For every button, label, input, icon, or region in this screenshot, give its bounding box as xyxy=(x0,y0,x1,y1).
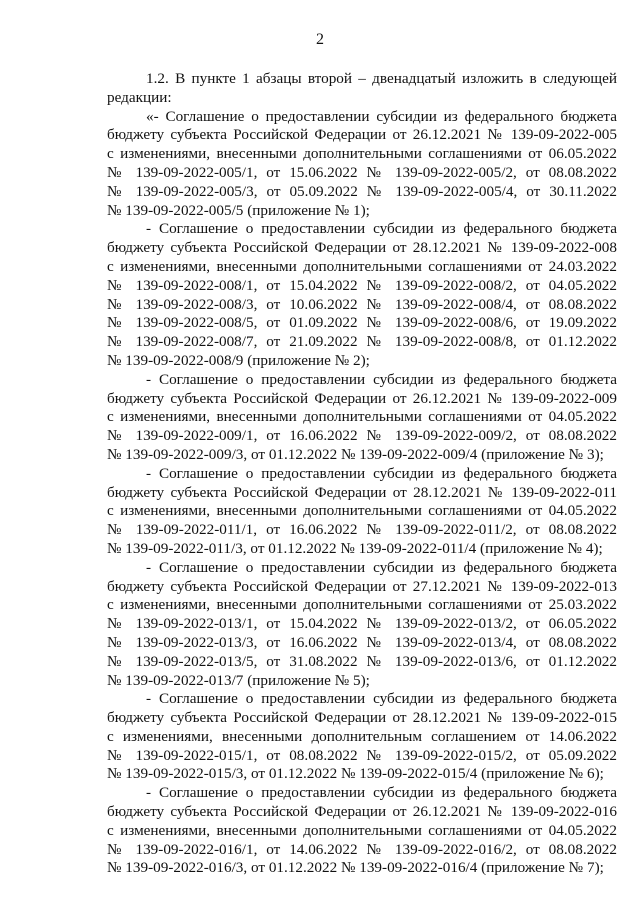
document-body xyxy=(107,70,617,878)
text-line: с изменениями, внесенными дополнительными соглашениями от 24.03.2022 xyxy=(107,257,617,275)
text-line: № 139-09-2022-005/3, от 05.09.2022 № 139-09-2022-005/4, от 30.11.2022 xyxy=(107,182,617,200)
text-line: с изменениями, внесенными дополнительным соглашением от 14.06.2022 xyxy=(107,727,617,745)
text-line: № 139-09-2022-011/3, от 01.12.2022 № 139-09-2022-011/4 (приложение № 4); xyxy=(107,539,603,557)
agreement-paragraph xyxy=(107,784,617,878)
text-line: бюджету субъекта Российской Федерации от 26.12.2021 № 139-09-2022-009 xyxy=(107,389,617,407)
text-line: № 139-09-2022-009/3, от 01.12.2022 № 139-09-2022-009/4 (приложение № 3); xyxy=(107,445,604,463)
text-line: - Соглашение о предоставлении субсидии из федерального бюджета xyxy=(146,690,617,708)
text-line: с изменениями, внесенными дополнительными соглашениями от 04.05.2022 xyxy=(107,408,617,426)
text-line: с изменениями, внесенными дополнительными соглашениями от 06.05.2022 xyxy=(107,145,617,163)
text-line: № 139-09-2022-016/3, от 01.12.2022 № 139-09-2022-016/4 (приложение № 7); xyxy=(107,859,604,877)
text-line: бюджету субъекта Российской Федерации от 26.12.2021 № 139-09-2022-005 xyxy=(107,126,617,144)
agreement-paragraph xyxy=(107,108,617,221)
text-line: бюджету субъекта Российской Федерации от 26.12.2021 № 139-09-2022-016 xyxy=(107,803,617,821)
text-line: № 139-09-2022-005/1, от 15.06.2022 № 139-09-2022-005/2, от 08.08.2022 xyxy=(107,163,617,181)
agreement-paragraph xyxy=(107,559,617,691)
agreements-list xyxy=(107,108,617,879)
text-line: бюджету субъекта Российской Федерации от 27.12.2021 № 139-09-2022-013 xyxy=(107,577,617,595)
text-line: № 139-09-2022-008/5, от 01.09.2022 № 139-09-2022-008/6, от 19.09.2022 xyxy=(107,314,617,332)
text-line: № 139-09-2022-008/1, от 15.04.2022 № 139-09-2022-008/2, от 04.05.2022 xyxy=(107,276,617,294)
text-line: № 139-09-2022-016/1, от 14.06.2022 № 139-09-2022-016/2, от 08.08.2022 xyxy=(107,840,617,858)
agreement-paragraph xyxy=(107,465,617,559)
text-line: № 139-09-2022-013/7 (приложение № 5); xyxy=(107,671,370,689)
agreement-paragraph xyxy=(107,690,617,784)
text-line: редакции: xyxy=(107,88,172,106)
page-number: 2 xyxy=(316,31,324,48)
text-line: бюджету субъекта Российской Федерации от 28.12.2021 № 139-09-2022-008 xyxy=(107,239,617,257)
text-line: - Соглашение о предоставлении субсидии из федерального бюджета xyxy=(146,370,617,388)
text-line: бюджету субъекта Российской Федерации от 28.12.2021 № 139-09-2022-015 xyxy=(107,709,617,727)
text-line: № 139-09-2022-008/9 (приложение № 2); xyxy=(107,351,370,369)
text-line: - Соглашение о предоставлении субсидии из федерального бюджета xyxy=(146,220,617,238)
agreement-paragraph xyxy=(107,371,617,465)
agreement-paragraph xyxy=(107,220,617,370)
text-line: № 139-09-2022-013/5, от 31.08.2022 № 139-09-2022-013/6, от 01.12.2022 xyxy=(107,652,617,670)
text-line: № 139-09-2022-005/5 (приложение № 1); xyxy=(107,201,370,219)
text-line: - Соглашение о предоставлении субсидии из федерального бюджета xyxy=(146,464,617,482)
text-line: с изменениями, внесенными дополнительными соглашениями от 04.05.2022 xyxy=(107,502,617,520)
text-line: № 139-09-2022-013/3, от 16.06.2022 № 139-09-2022-013/4, от 08.08.2022 xyxy=(107,633,617,651)
text-line: «- Соглашение о предоставлении субсидии из федерального бюджета xyxy=(146,107,617,125)
text-line: 1.2. В пункте 1 абзацы второй – двенадцатый изложить в следующей xyxy=(146,70,617,87)
text-line: бюджету субъекта Российской Федерации от 28.12.2021 № 139-09-2022-011 xyxy=(107,483,617,501)
text-line: № 139-09-2022-011/1, от 16.06.2022 № 139-09-2022-011/2, от 08.08.2022 xyxy=(107,521,617,539)
text-line: с изменениями, внесенными дополнительными соглашениями от 04.05.2022 xyxy=(107,821,617,839)
text-line: № 139-09-2022-009/1, от 16.06.2022 № 139-09-2022-009/2, от 08.08.2022 xyxy=(107,427,617,445)
text-line: - Соглашение о предоставлении субсидии из федерального бюджета xyxy=(146,784,617,802)
text-line: № 139-09-2022-008/3, от 10.06.2022 № 139-09-2022-008/4, от 08.08.2022 xyxy=(107,295,617,313)
text-line: № 139-09-2022-013/1, от 15.04.2022 № 139-09-2022-013/2, от 06.05.2022 xyxy=(107,615,617,633)
intro-paragraph xyxy=(107,70,617,108)
text-line: - Соглашение о предоставлении субсидии из федерального бюджета xyxy=(146,558,617,576)
text-line: с изменениями, внесенными дополнительными соглашениями от 25.03.2022 xyxy=(107,596,617,614)
text-line: № 139-09-2022-015/3, от 01.12.2022 № 139-09-2022-015/4 (приложение № 6); xyxy=(107,765,604,783)
text-line: № 139-09-2022-008/7, от 21.09.2022 № 139-09-2022-008/8, от 01.12.2022 xyxy=(107,333,617,351)
text-line: № 139-09-2022-015/1, от 08.08.2022 № 139-09-2022-015/2, от 05.09.2022 xyxy=(107,746,617,764)
